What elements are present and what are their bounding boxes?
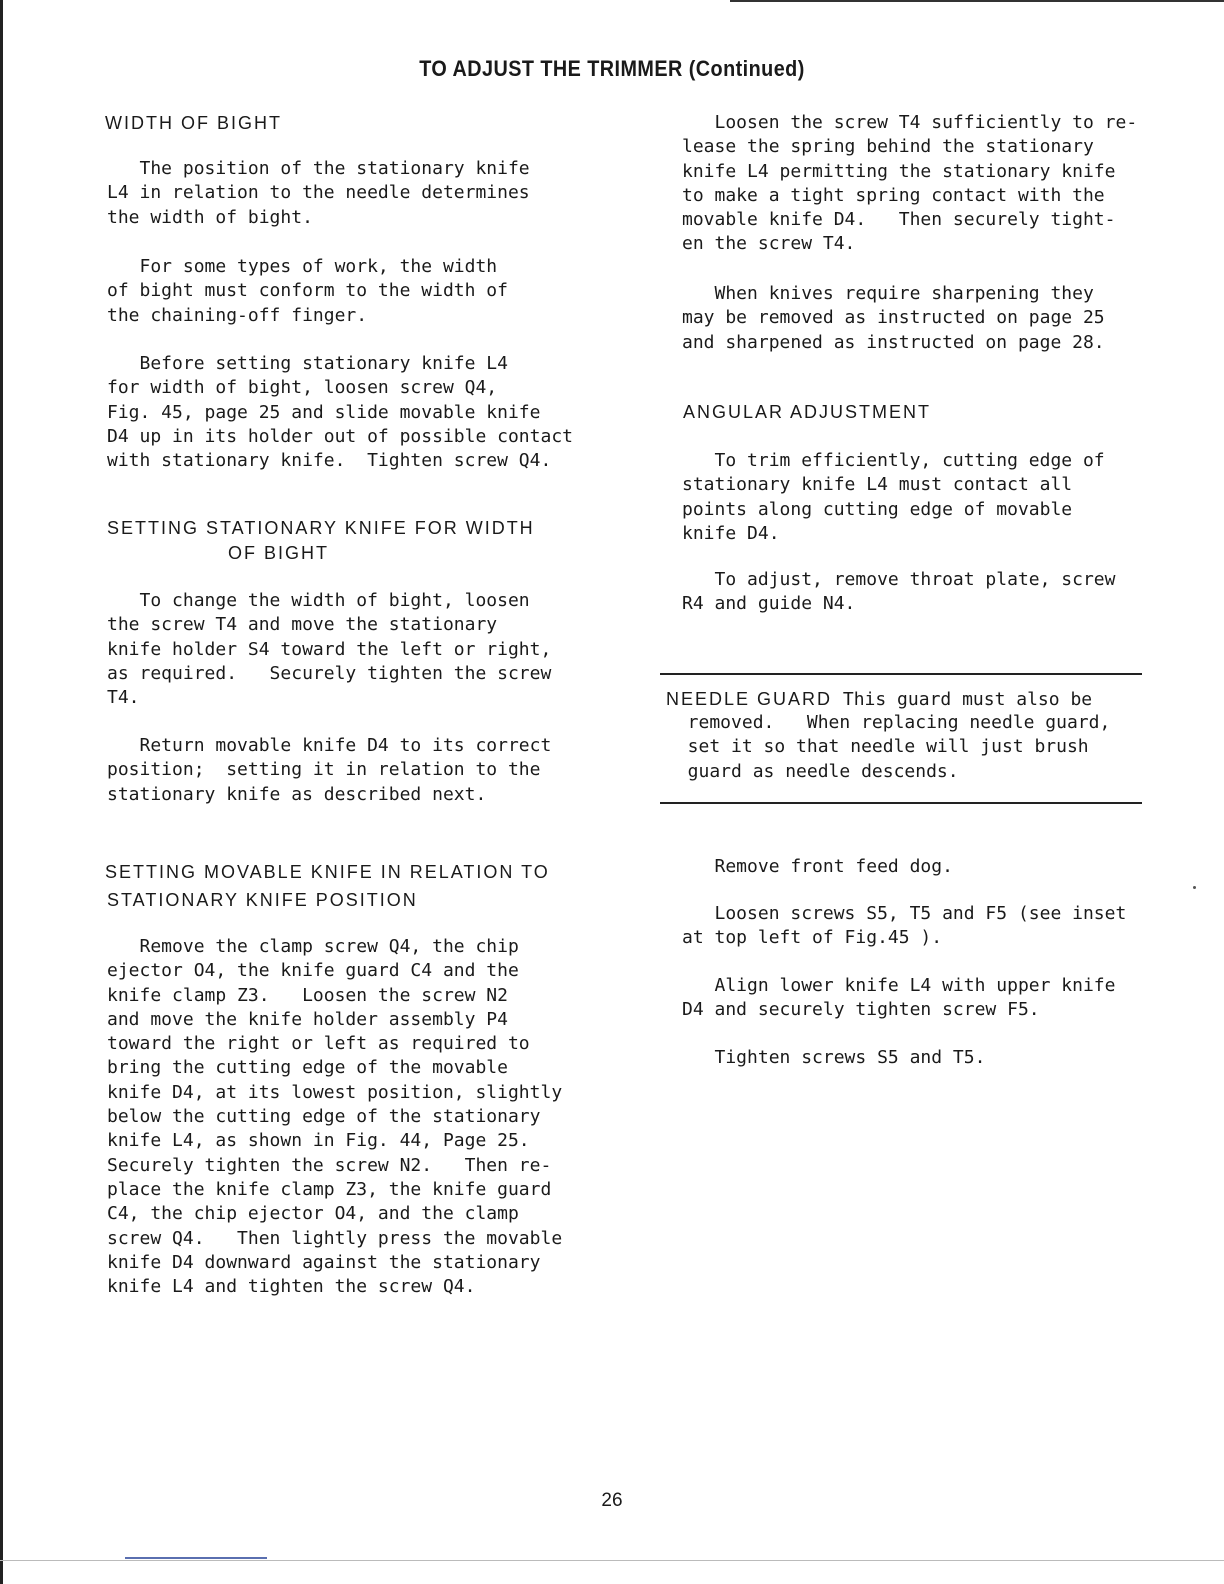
scan-edge-bottom	[0, 1560, 1224, 1561]
para-width-position: The position of the stationary knife L4 in relation to the needle determines the width of bight.	[107, 158, 530, 228]
scan-speck	[1193, 886, 1196, 889]
needle-guard-first-line: This guard must also be	[832, 689, 1093, 710]
para-remove-clamp: Remove the clamp screw Q4, the chip ejector O4, the knife guard C4 and the knife clamp Z3. Loosen the screw N2 and move the knife holder assembly P4 toward the right or left as required to bring the cutting edge of the movable knife D4, at its lowest position, slightly below the cutting edge of the stationary knife L4, as shown in Fig. 44, Page 25. Securely tighten the screw N2. Then re- place the knife clamp Z3, the knife guard C4, the chip ejector O4, and the clamp screw Q4. Then lightly press the movable knife D4 downward against the stationary knife L4 and tighten the screw Q4.	[107, 936, 563, 1298]
para-to-adjust: To adjust, remove throat plate, screw R4 and guide N4.	[682, 569, 1116, 615]
scan-edge-top	[730, 0, 1224, 2]
para-return-knife: Return movable knife D4 to its correct position; setting it in relation to the stationary knife as described next.	[107, 735, 552, 805]
needle-guard-rule-top	[660, 673, 1142, 675]
heading-setting-movable: SETTING MOVABLE KNIFE IN RELATION TO	[105, 862, 550, 882]
para-loosen-screws: Loosen screws S5, T5 and F5 (see inset at top left of Fig.45 ).	[682, 903, 1127, 949]
para-change-width: To change the width of bight, loosen the screw T4 and move the stationary knife holder S4 toward the left or right, as required. Securely tighten the screw T4.	[107, 590, 552, 709]
para-width-types: For some types of work, the width of bight must conform to the width of the chaining-off finger.	[107, 256, 508, 326]
para-tighten-screws: Tighten screws S5 and T5.	[682, 1047, 986, 1068]
para-align-knife: Align lower knife L4 with upper knife D4 and securely tighten screw F5.	[682, 975, 1116, 1021]
heading-angular-adjustment: ANGULAR ADJUSTMENT	[683, 402, 932, 422]
para-remove-feed-dog: Remove front feed dog.	[682, 856, 953, 877]
para-trim-efficiently: To trim efficiently, cutting edge of stationary knife L4 must contact all points along cutting edge of movable knife D4.	[682, 450, 1105, 544]
scan-edge-left	[0, 0, 3, 1584]
page-title: TO ADJUST THE TRIMMER (Continued)	[419, 56, 805, 81]
scan-edge-mark	[125, 1557, 267, 1559]
para-needle-guard-first	[666, 687, 1092, 712]
para-sharpening: When knives require sharpening they may be removed as instructed on page 25 and sharpened as instructed on page 28.	[682, 283, 1105, 353]
page-number: 26	[601, 1490, 623, 1511]
needle-guard-rule-bottom	[660, 802, 1142, 804]
heading-setting-movable-cont: STATIONARY KNIFE POSITION	[107, 890, 418, 910]
para-loosen-t4: Loosen the screw T4 sufficiently to re- lease the spring behind the stationary knife L4 permitting the stationary knife to make a tight spring contact with the movable knife D4. Then securely tight- en the screw T4.	[682, 112, 1138, 255]
heading-setting-stationary: SETTING STATIONARY KNIFE FOR WIDTH	[107, 518, 535, 538]
heading-width-of-bight: WIDTH OF BIGHT	[105, 113, 282, 133]
heading-setting-stationary-cont: OF BIGHT	[228, 543, 329, 563]
para-width-before: Before setting stationary knife L4 for width of bight, loosen screw Q4, Fig. 45, page 25 and slide movable knife D4 up in its holder out of possible contact with stationary knife. Tighten screw Q4.	[107, 353, 573, 472]
needle-guard-label: NEEDLE GUARD	[666, 689, 833, 709]
para-needle-guard-rest: removed. When replacing needle guard, set it so that needle will just brush guard as needle descends.	[687, 712, 1111, 782]
